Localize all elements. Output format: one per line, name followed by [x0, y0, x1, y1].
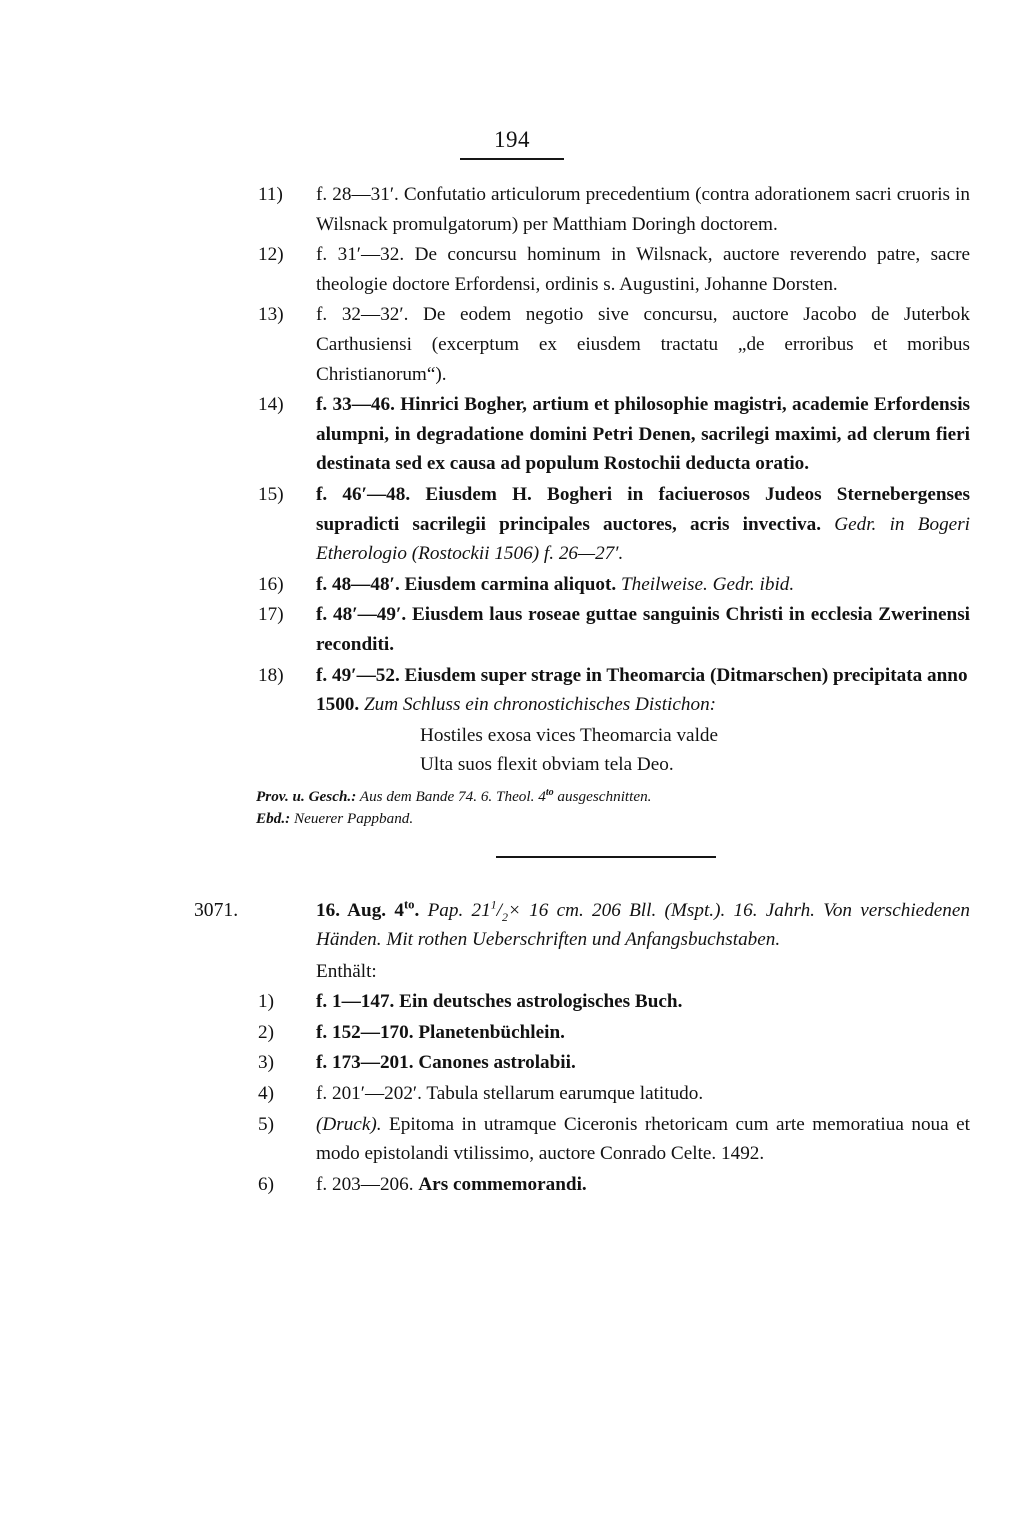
record-shelfmark-ordinal: to — [403, 897, 415, 912]
fraction-slash: / — [496, 899, 503, 921]
contents-item-text — [316, 1018, 970, 1048]
text-segment: f. 33—46. Hinrici Bogher, artium et philosophie magistri, academie Erfordensis alumpni, in degradatione domini Petri Denen, sacrilegi maximi, ad clerum fieri destinata sed ex causa ad populum Rostochii deducta oratio. — [316, 394, 970, 475]
text-segment: f. 203—206. — [316, 1173, 419, 1195]
item-number: 11) — [258, 184, 283, 205]
note-text: Neuerer Pappband. — [290, 809, 414, 827]
record-number: 3071. — [194, 899, 239, 921]
manuscript-item — [258, 240, 970, 299]
contents-item-number: 4) — [258, 1083, 274, 1105]
text-segment: f. 201′—202′. Tabula stellarum earumque latitudo. — [316, 1083, 704, 1105]
item-number: 13) — [258, 304, 284, 326]
item-number: 15) — [258, 483, 284, 505]
text-segment: f. 48—48′. Eiusdem carmina aliquot. — [316, 573, 621, 595]
note-ordinal: to — [545, 786, 554, 798]
text-segment: f. 1—147. Ein deutsches astrologisches Buch. — [316, 991, 683, 1013]
folio-rule — [460, 158, 564, 160]
item-number: 14) — [258, 394, 284, 416]
text-segment: Epitoma in utramque Ciceronis rhetoricam cum arte memoratiua noua et modo epistolandi vtilissimo, auctore Conrado Celte. 1492. — [316, 1113, 970, 1165]
text-segment: (Druck). — [316, 1113, 382, 1135]
contents-item — [258, 987, 970, 1017]
record-description — [258, 896, 970, 955]
contents-item — [258, 1048, 970, 1078]
note-label: Ebd.: — [256, 809, 291, 827]
verse-line: Hostiles exosa vices Theomarcia valde — [420, 724, 719, 746]
note-line — [256, 808, 970, 830]
contents-item-text — [316, 1170, 970, 1200]
manuscript-item — [258, 570, 970, 600]
contents-item-number: 1) — [258, 991, 274, 1013]
text-segment: f. 48′—49′. Eiusdem laus roseae guttae sanguinis Christi in ecclesia Zwerinensi reconditi. — [316, 604, 970, 655]
fraction-denominator: 2 — [502, 909, 508, 924]
text-segment: Gedr. in Bogeri Etherologio (Rostockii 1506) f. 26—27′. — [316, 513, 970, 565]
page-header — [0, 128, 1024, 160]
item-text — [316, 570, 970, 600]
note-line — [256, 786, 970, 808]
manuscript-item — [258, 300, 970, 389]
contents-item-number: 2) — [258, 1021, 274, 1043]
manuscript-item-list — [258, 180, 970, 720]
fraction-numerator: 1 — [490, 897, 497, 912]
note-text: Aus dem Bande 74. 6. Theol. 4 — [356, 787, 546, 805]
note-text-tail: ausgeschnitten. — [553, 787, 652, 805]
contents-item-text — [316, 987, 970, 1017]
text-segment: Zum Schluss ein chronostichisches Distichon: — [363, 694, 717, 716]
contents-label: Enthält: — [316, 960, 377, 982]
folio-number: 194 — [494, 127, 530, 152]
record-shelfmark-tail: . — [414, 899, 420, 921]
contents-item — [258, 1110, 970, 1169]
item-text — [316, 240, 970, 299]
text-segment: f. 49′—52. Eiusdem super strage in Theomarcia (Ditmarschen) precipitata anno 1500. — [316, 664, 968, 716]
item-text — [316, 390, 970, 479]
text-segment: f. 32—32′. De eodem negotio sive concursu, auctore Jacobo de Juterbok Carthusiensi (excerptum ex eiusdem tractatu „de erroribus et moribus Christianorum“). — [316, 304, 970, 385]
text-segment: f. 173—201. Canones astrolabii. — [316, 1052, 576, 1074]
section-divider — [496, 856, 716, 858]
section-divider-wrap — [258, 856, 970, 878]
contents-item — [258, 1018, 970, 1048]
item-number: 12) — [258, 244, 284, 266]
catalogue-record — [194, 896, 971, 1200]
item-text — [316, 300, 970, 389]
item-number: 18) — [258, 664, 284, 686]
contents-item — [258, 1079, 970, 1109]
text-segment: f. 31′—32. De concursu hominum in Wilsnack, auctore reverendo patre, sacre theologie doctore Erfordensi, ordinis s. Augustini, Johanne Dorsten. — [316, 244, 970, 295]
text-segment: f. 28—31′. Confutatio articulorum precedentium (contra adorationem sacri cruoris in Wilsnack promulgatorum) per Matthiam Doringh doctorem. — [316, 184, 970, 235]
contents-item-number: 5) — [258, 1113, 274, 1135]
manuscript-item — [258, 180, 970, 239]
item-number: 17) — [258, 604, 284, 626]
text-segment: Theilweise. Gedr. ibid. — [620, 573, 795, 595]
manuscript-item — [258, 390, 970, 479]
item-text — [316, 600, 970, 659]
record-shelfmark: 16. Aug. 4 — [316, 899, 404, 921]
record-dimensions-pre: Pap. 21 — [427, 899, 491, 921]
item-number: 16) — [258, 573, 284, 595]
item-text — [316, 480, 970, 569]
provenance-notes — [256, 786, 970, 830]
text-segment: f. 152—170. Planetenbüchlein. — [316, 1021, 565, 1043]
record-fraction — [490, 897, 508, 924]
item-text — [316, 661, 970, 720]
text-column — [194, 180, 971, 1200]
contents-item-number: 6) — [258, 1173, 274, 1195]
contents-item-text — [316, 1110, 970, 1169]
manuscript-item — [258, 480, 970, 569]
note-label: Prov. u. Gesch.: — [256, 787, 357, 805]
contents-list — [258, 987, 970, 1199]
item-text — [316, 180, 970, 239]
contents-item-number: 3) — [258, 1052, 274, 1074]
text-segment: Ars commemorandi. — [418, 1173, 587, 1195]
distich-block — [258, 721, 970, 780]
manuscript-item — [258, 661, 970, 720]
record-dimensions-post: × 16 cm. 206 Bll. (Mspt.). 16. Jahrh. Von verschiedenen Händen. Mit rothen Ueberschriften und Anfangsbuchstaben. — [316, 899, 971, 951]
contents-item-text — [316, 1048, 970, 1078]
contents-item-text — [316, 1079, 970, 1109]
contents-item — [258, 1170, 970, 1200]
text-segment: f. 46′—48. Eiusdem H. Bogheri in faciuerosos Judeos Sternebergenses supradicti sacrilegii principales auctores, acris invectiva. — [316, 483, 970, 535]
verse-line: Ulta suos flexit obviam tela Deo. — [420, 754, 674, 776]
manuscript-item — [258, 600, 970, 659]
